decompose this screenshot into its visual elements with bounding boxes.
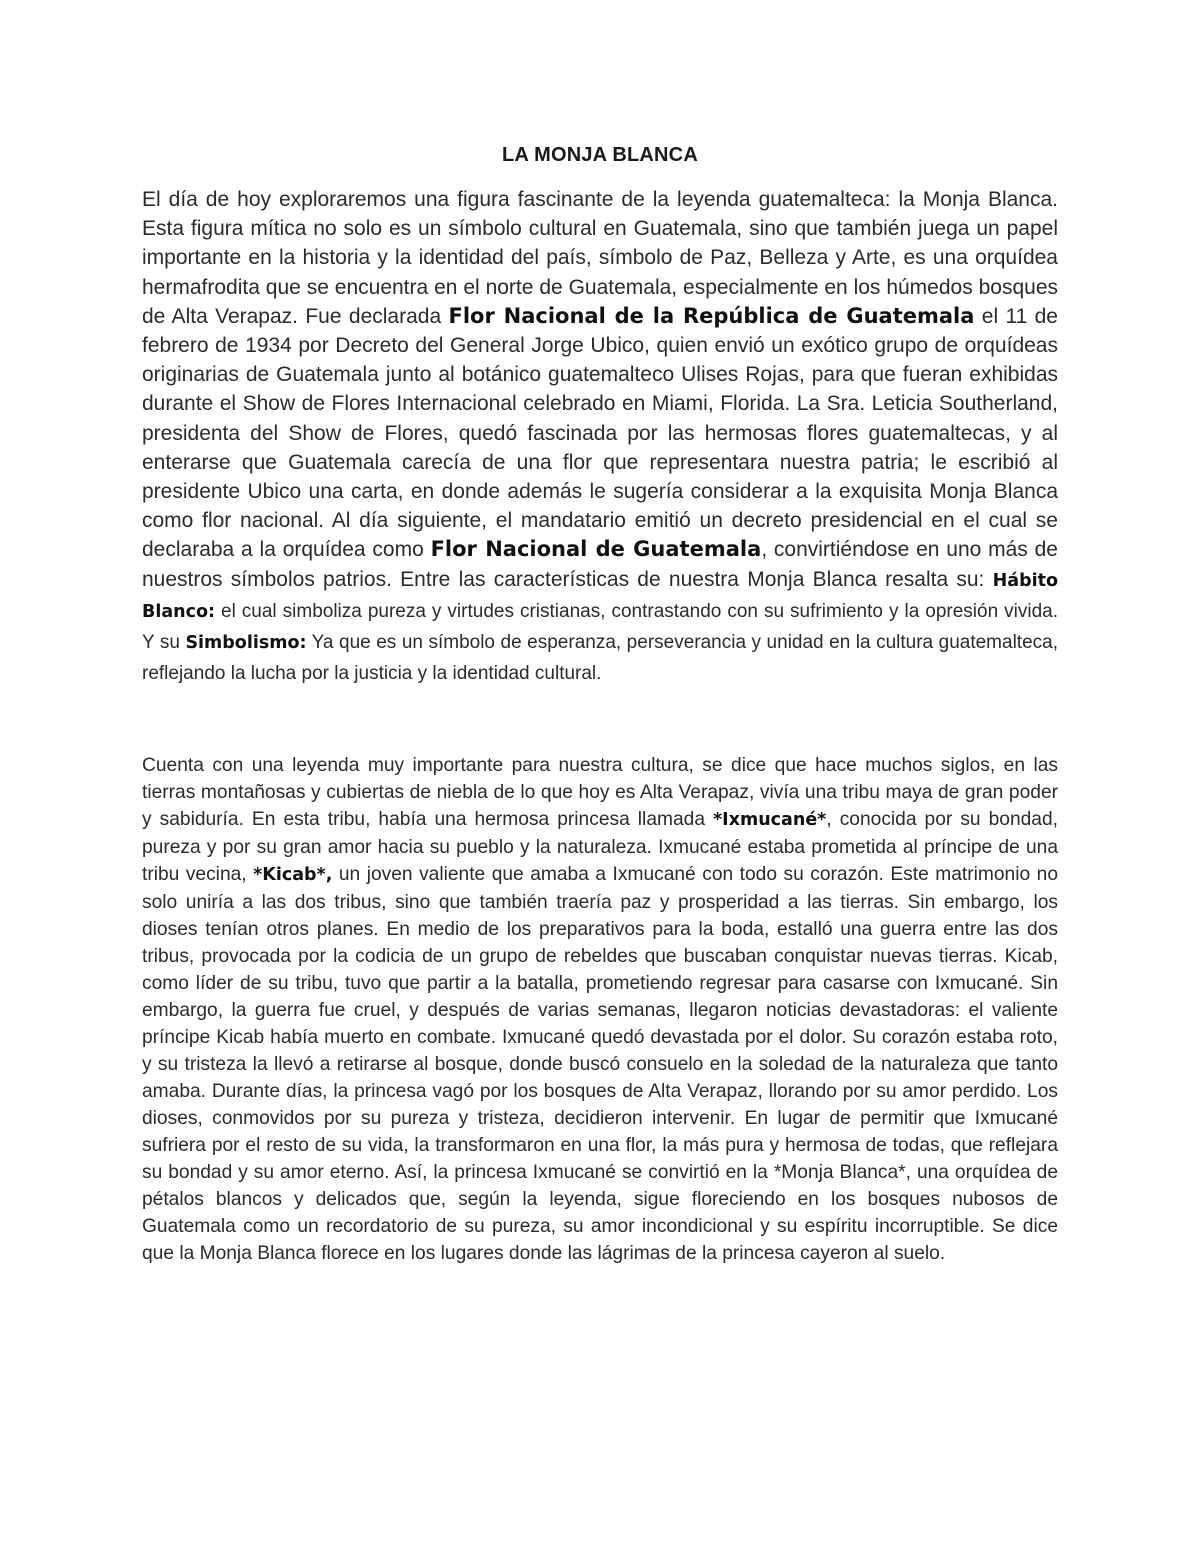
paragraph-intro-text-5: Ya que es un símbolo de esperanza, perseverancia y unidad en la cultura guatemalteca, reflejando la lucha por la justicia y la identidad cultural. <box>142 632 1058 685</box>
paragraph-intro-text-1: El día de hoy exploraremos una figura fascinante de la leyenda guatemalteca: la Monja Blanca. Esta figura mítica no solo es un símbolo cultural en Guatemala, sino que también juega un papel importante en la historia y la identidad del país, símbolo de Paz, Belleza y Arte, es una orquídea hermafrodita que se encuentra en el norte de Guatemala, especialmente en los húmedos bosques de Alta Verapaz. Fue declarada <box>142 188 1058 328</box>
bold-ixmucane: *Ixmucané* <box>713 810 827 830</box>
bold-flor-nacional-republica: Flor Nacional de la República de Guatemala <box>448 303 975 328</box>
paragraph-intro-text-2: el 11 de febrero de 1934 por Decreto del General Jorge Ubico, quien envió un exótico grupo de orquídeas originarias de Guatemala junto al botánico guatemalteco Ulises Rojas, para que fueran exhibidas durante el Show de Flores Internacional celebrado en Miami, Florida. La Sra. Leticia Southerland, presidenta del Show de Flores, quedó fascinada por las hermosas flores guatemaltecas, y al enterarse que Guatemala carecía de una flor que representara nuestra patria; le escribió al presidente Ubico una carta, en donde además le sugería considerar a la exquisita Monja Blanca como flor nacional. Al día siguiente, el mandatario emitió un decreto presidencial en el cual se declaraba a la orquídea como <box>142 304 1058 562</box>
paragraph-legend-text-1: Cuenta con una leyenda muy importante para nuestra cultura, se dice que hace muchos siglos, en las tierras montañosas y cubiertas de niebla de lo que hoy es Alta Verapaz, vivía una tribu maya de gran poder y sabiduría. En esta tribu, había una hermosa princesa llamada <box>142 755 1058 830</box>
bold-simbolismo: Simbolismo: <box>185 633 307 654</box>
paragraph-legend-text-2: , conocida por su bondad, pureza y por su gran amor hacia su pueblo y la naturaleza. Ixmucané estaba prometida al príncipe de una tribu vecina, <box>142 809 1058 885</box>
paragraph-legend <box>142 752 1058 1267</box>
paragraph-intro-text-4: el cual simboliza pureza y virtudes cristianas, contrastando con su sufrimiento y la opresión vivida. Y su <box>142 600 1058 654</box>
bold-habito-blanco: Hábito Blanco: <box>142 570 1058 622</box>
paragraph-intro <box>142 185 1058 688</box>
paragraph-intro-text-3: , convirtiéndose en uno más de nuestros símbolos patrios. Entre las características de nuestra Monja Blanca resalta su: <box>142 538 1058 591</box>
bold-kicab: *Kicab*, <box>253 865 333 885</box>
paragraph-legend-text-3: un joven valiente que amaba a Ixmucané con todo su corazón. Este matrimonio no solo uniría a las dos tribus, sino que también traería paz y prosperidad a las tierras. Sin embargo, los dioses tenían otros planes. En medio de los preparativos para la boda, estalló una guerra entre las dos tribus, provocada por la codicia de un grupo de rebeldes que buscaban conquistar nuevas tierras. Kicab, como líder de su tribu, tuvo que partir a la batalla, prometiendo regresar para casarse con Ixmucané. Sin embargo, la guerra fue cruel, y después de varias semanas, llegaron noticias devastadoras: el valiente príncipe Kicab había muerto en combate. Ixmucané quedó devastada por el dolor. Su corazón estaba roto, y su tristeza la llevó a retirarse al bosque, donde buscó consuelo en la soledad de la naturaleza que tanto amaba. Durante días, la princesa vagó por los bosques de Alta Verapaz, llorando por su amor perdido. Los dioses, conmovidos por su pureza y tristeza, decidieron intervenir. En lugar de permitir que Ixmucané sufriera por el resto de su vida, la transformaron en una flor, la más pura y hermosa de todas, que reflejara su bondad y su amor eterno. Así, la princesa Ixmucané se convirtió en la *Monja Blanca*, una orquídea de pétalos blancos y delicados que, según la leyenda, sigue floreciendo en los bosques nubosos de Guatemala como un recordatorio de su pureza, su amor incondicional y su espíritu incorruptible. Se dice que la Monja Blanca florece en los lugares donde las lágrimas de la princesa cayeron al suelo. <box>142 864 1058 1264</box>
document-title: LA MONJA BLANCA <box>502 144 698 166</box>
bold-flor-nacional-guatemala: Flor Nacional de Guatemala <box>430 537 762 562</box>
